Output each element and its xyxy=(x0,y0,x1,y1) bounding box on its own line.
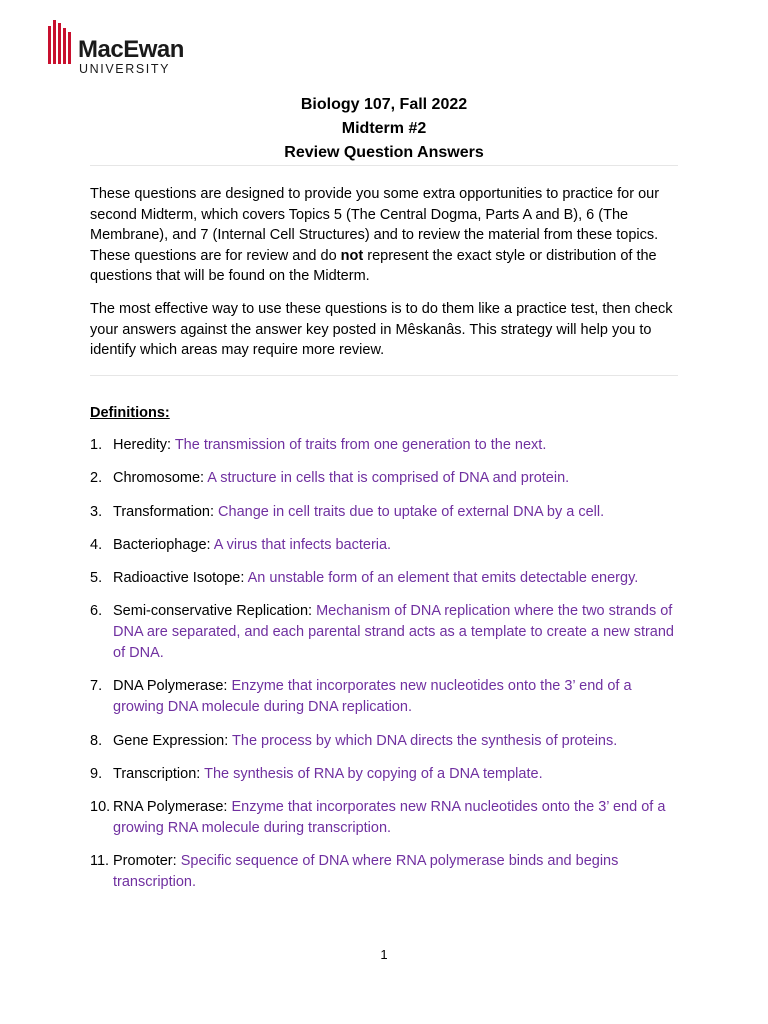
item-answer: Enzyme that incorporates new nucleotides onto the 3’ end of a growing DNA molecule during DNA replication. xyxy=(113,678,632,715)
item-number: 3. xyxy=(90,504,103,520)
item-answer: Enzyme that incorporates new RNA nucleotides onto the 3’ end of a growing RNA molecule during transcription. xyxy=(113,799,666,836)
definition-item xyxy=(90,851,682,893)
title-line-1: Biology 107, Fall 2022 xyxy=(300,96,468,113)
intro-p1-before: These questions are designed to provide you some extra opportunities to practice for our second Midterm, which covers Topics 5 (The Central Dogma, Parts A and B), 6 (The Membrane), and 7 (Internal Cell Structures) and to review the material from these topics. These questions are for review and do xyxy=(90,186,660,264)
definition-item xyxy=(90,435,682,456)
item-answer: The process by which DNA directs the synthesis of proteins. xyxy=(232,733,618,749)
item-term: Gene Expression: xyxy=(113,733,229,749)
intro-paragraph-2: The most effective way to use these questions is to do them like a practice test, then check your answers against the answer key posted in Mêskanâs. This strategy will help you to identify which areas may require more review. xyxy=(90,301,673,359)
item-term: Semi-conservative Replication: xyxy=(113,603,313,619)
item-term: Heredity: xyxy=(113,437,172,453)
divider-top xyxy=(90,165,678,166)
item-answer: Specific sequence of DNA where RNA polymerase binds and begins transcription. xyxy=(113,853,619,890)
page-number: 1 xyxy=(380,947,388,962)
macewan-logo xyxy=(48,20,208,80)
item-number: 2. xyxy=(90,470,103,486)
definition-item xyxy=(90,731,682,752)
title-line-2: Midterm #2 xyxy=(341,120,427,137)
definition-item xyxy=(90,601,682,664)
definition-item xyxy=(90,764,682,785)
item-number: 9. xyxy=(90,766,103,782)
definitions-heading: Definitions: xyxy=(90,405,170,421)
item-term: Chromosome: xyxy=(113,470,205,486)
macewan-logo-mark-icon xyxy=(48,20,74,64)
title-line-3: Review Question Answers xyxy=(284,144,484,161)
item-number: 8. xyxy=(90,733,103,749)
item-answer: A structure in cells that is comprised of DNA and protein. xyxy=(207,470,570,486)
logo-subtitle: UNIVERSITY xyxy=(79,62,171,76)
item-answer: Change in cell traits due to uptake of external DNA by a cell. xyxy=(218,504,605,520)
intro-p1-bold: not xyxy=(340,247,364,264)
item-number: 10. xyxy=(90,799,111,815)
item-term: Promoter: xyxy=(113,853,177,869)
item-answer: The synthesis of RNA by copying of a DNA template. xyxy=(204,766,543,782)
item-number: 6. xyxy=(90,603,103,619)
item-answer: Mechanism of DNA replication where the two strands of DNA are separated, and each parental strand acts as a template to create a new strand of DNA. xyxy=(113,603,674,661)
logo-name: MacEwan xyxy=(78,36,184,63)
item-answer: A virus that infects bacteria. xyxy=(213,537,392,553)
item-number: 5. xyxy=(90,570,103,586)
item-answer: The transmission of traits from one generation to the next. xyxy=(174,437,547,453)
intro-p1-after: represent the exact style or distribution of the questions that will be found on the Midterm. xyxy=(90,247,657,285)
definition-item xyxy=(90,797,682,839)
document-title xyxy=(90,93,678,165)
item-number: 4. xyxy=(90,537,103,553)
item-term: Radioactive Isotope: xyxy=(113,570,245,586)
divider-middle xyxy=(90,375,678,376)
definition-item xyxy=(90,568,682,589)
item-term: RNA Polymerase: xyxy=(113,799,228,815)
definition-item xyxy=(90,535,682,556)
item-term: Bacteriophage: xyxy=(113,537,211,553)
item-number: 7. xyxy=(90,678,103,694)
definition-item xyxy=(90,468,682,489)
item-term: DNA Polymerase: xyxy=(113,678,228,694)
item-number: 1. xyxy=(90,437,103,453)
definition-item xyxy=(90,676,682,718)
intro-paragraph-1 xyxy=(90,184,682,287)
item-number: 11. xyxy=(90,853,110,869)
definition-item xyxy=(90,502,682,523)
item-term: Transcription: xyxy=(113,766,201,782)
item-term: Transformation: xyxy=(113,504,214,520)
item-answer: An unstable form of an element that emits detectable energy. xyxy=(247,570,639,586)
